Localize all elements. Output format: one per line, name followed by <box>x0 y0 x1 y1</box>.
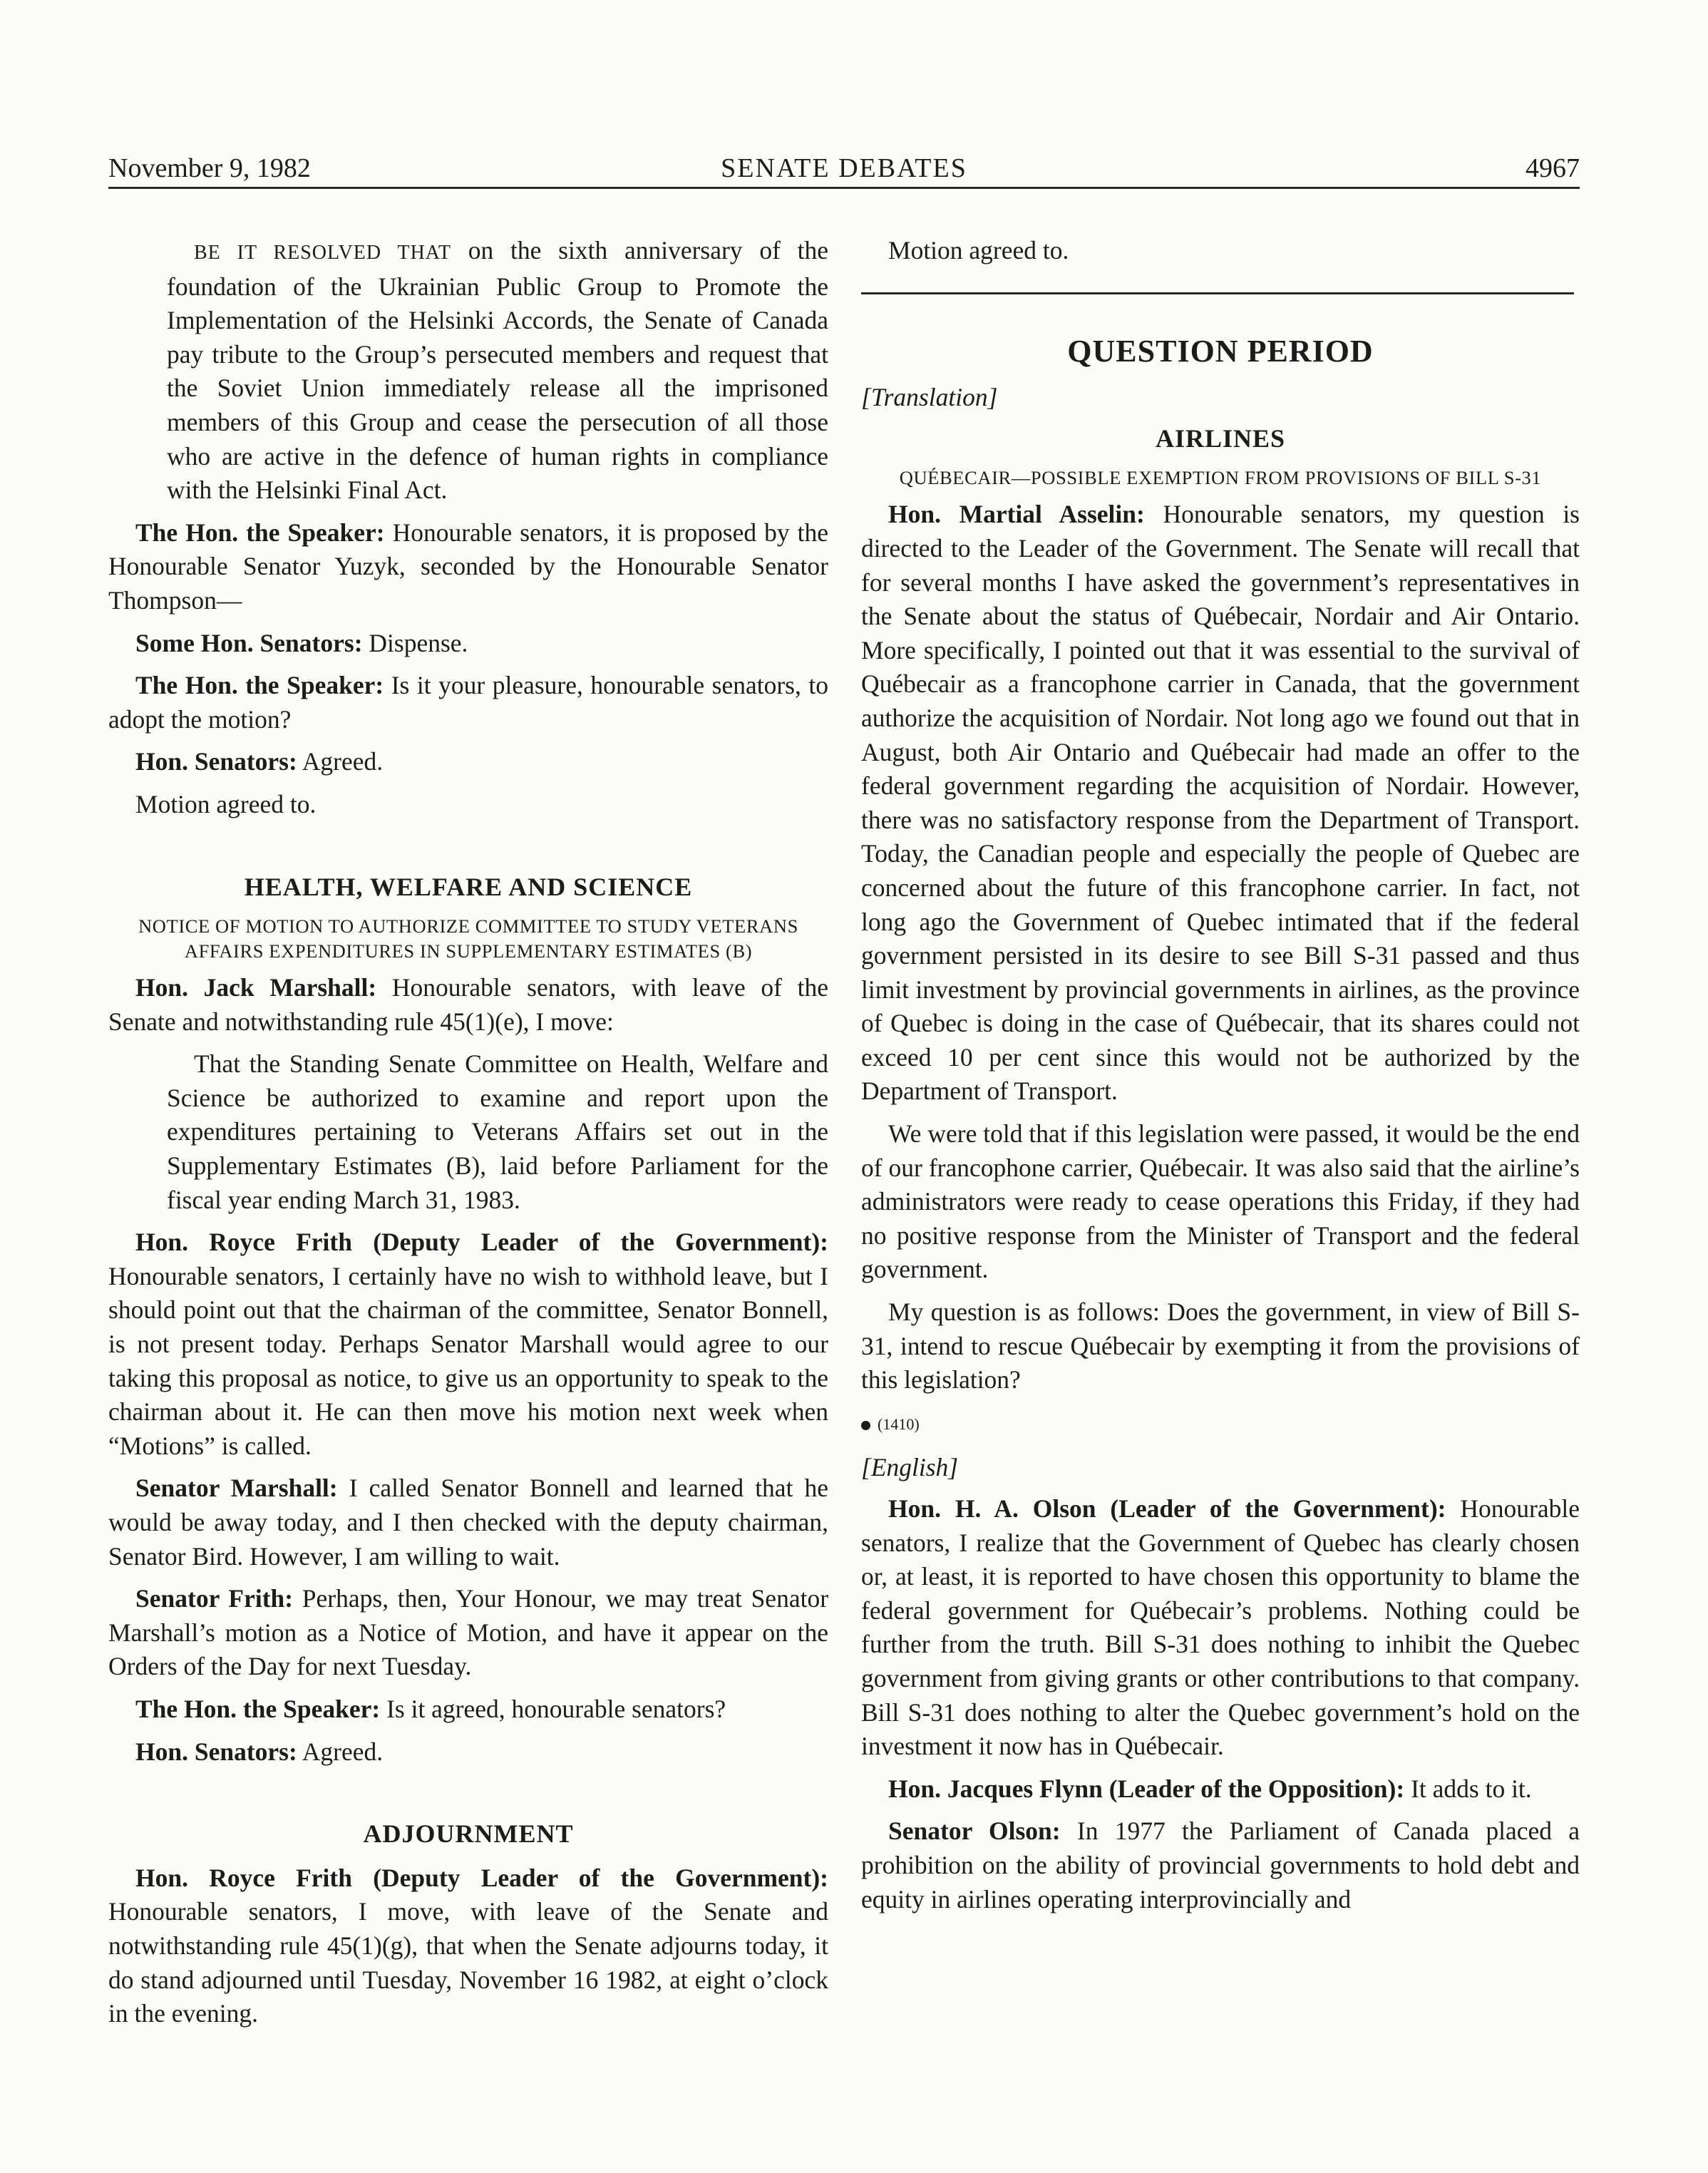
question-period-title: QUESTION PERIOD <box>1067 333 1374 369</box>
speech-paragraph: We were told that if this legislation were passed, it would be the end of our francophone carrier, Québecair. It was also said that the airline’s administrators were ready to cease operations this Friday, if they had no positive response from the Minister of Transport and the federal government. <box>861 1119 1580 1284</box>
speech-text: I called Senator Bonnell and learned that he would be away today, and I then checked with the deputy chairman, Senator Bird. However, I am willing to wait. <box>108 1474 828 1571</box>
speaker-name: The Hon. the Speaker: <box>135 1694 381 1723</box>
speaker-name: Hon. Jacques Flynn (Leader of the Opposition): <box>888 1774 1405 1803</box>
speech-text: Agreed. <box>302 1737 384 1766</box>
speech-text: Dispense. <box>369 628 468 657</box>
speaker-name: Senator Frith: <box>135 1584 294 1613</box>
translation-note: [Translation] <box>861 383 998 412</box>
speech-paragraph <box>108 516 828 618</box>
resolution-paragraph <box>167 234 828 508</box>
speech-paragraph <box>108 971 828 1039</box>
header-page-number: 4967 <box>1526 153 1580 183</box>
page-header <box>108 150 1580 189</box>
header-date: November 9, 1982 <box>108 153 311 183</box>
speech-paragraph <box>861 1772 1580 1807</box>
section-divider <box>861 292 1574 294</box>
speech-text: Agreed. <box>302 747 384 776</box>
speech-text: Perhaps, then, Your Honour, we may treat Senator Marshall’s motion as a Notice of Motion, and have it appear on the Orders of the Day for next Tuesday. <box>108 1584 829 1681</box>
section-subtitle-quebecair: QUÉBECAIR—POSSIBLE EXEMPTION FROM PROVISIONS OF BILL S-31 <box>899 467 1542 489</box>
speech-text: Honourable senators, with leave of the Senate and notwithstanding rule 45(1)(e), I move: <box>108 973 828 1036</box>
speech-text: Honourable senators, it is proposed by the Honourable Senator Yuzyk, seconded by the Honourable Senator Thompson— <box>108 518 828 615</box>
speech-text: In 1977 the Parliament of Canada placed a prohibition on the ability of provincial governments to hold debt and equity in airlines operating interprovincially and <box>861 1817 1580 1913</box>
speech-paragraph <box>108 669 828 736</box>
speech-paragraph: My question is as follows: Does the government, in view of Bill S-31, intend to rescue Québecair by exempting it from the provisions of this legislation? <box>861 1298 1580 1394</box>
speech-paragraph <box>861 1814 1580 1916</box>
speech-text: Honourable senators, I realize that the Government of Quebec has clearly chosen or, at least, it is reported to have chosen this opportunity to blame the federal government for Québecair’s problems. Nothing could be further from the truth. Bill S-31 does nothing to inhibit the Quebec government from giving grants or other contributions to that company. Bill S-31 does nothing to alter the Quebec government’s hold on the investment it now has in Québecair. <box>861 1494 1580 1761</box>
speech-paragraph <box>108 1861 828 2031</box>
speech-text: It adds to it. <box>1411 1774 1532 1803</box>
speaker-name: Hon. Senators: <box>135 747 297 776</box>
motion-result: Motion agreed to. <box>135 789 317 818</box>
right-column <box>861 234 1580 1925</box>
speech-paragraph <box>108 627 828 661</box>
speaker-name: Hon. Martial Asselin: <box>888 500 1145 529</box>
speaker-name: Hon. Royce Frith (Deputy Leader of the Government): <box>135 1228 828 1257</box>
english-note: [English] <box>861 1453 959 1482</box>
speaker-name: Hon. Royce Frith (Deputy Leader of the Government): <box>135 1863 828 1892</box>
header-title: SENATE DEBATES <box>721 153 967 183</box>
left-column <box>108 234 828 2040</box>
resolution-lead: BE IT RESOLVED THAT <box>194 242 452 264</box>
speech-paragraph <box>108 1692 828 1727</box>
speech-paragraph <box>108 1471 828 1573</box>
speech-text: Honourable senators, I certainly have no wish to withhold leave, but I should point out that the chairman of the committee, Senator Bonnell, is not present today. Perhaps Senator Marshall would agree to our taking this proposal as notice, to give us an opportunity to speak to the chairman about it. He can then move his motion next week when “Motions” is called. <box>108 1261 828 1460</box>
time-marker-text: (1410) <box>878 1414 920 1433</box>
speech-text: Honourable senators, I move, with leave of the Senate and notwithstanding rule 45(1)(g), that when the Senate adjourns today, it do stand adjourned until Tuesday, November 16 1982, at eight o’clock in the evening. <box>108 1897 828 2028</box>
bullet-icon <box>861 1421 870 1430</box>
motion-result: Motion agreed to. <box>888 236 1069 264</box>
speech-paragraph <box>108 745 828 779</box>
speech-text: Honourable senators, my question is directed to the Leader of the Government. The Senate will recall that for several months I have asked the government’s representatives in the Senate about the status of Québecair, Nordair and Air Ontario. More specifically, I pointed out that it was essential to the survival of Québecair as a francophone carrier in Canada, that the government authorize the acquisition of Nordair. Not long ago we found out that in August, both Air Ontario and Québecair had made an offer to the federal government regarding the acquisition of Nordair. However, there was no satisfactory response from the Department of Transport. Today, the Canadian people and especially the people of Quebec are concerned about the future of this francophone carrier. In fact, not long ago the Government of Quebec intimated that if the federal government persisted in its desire to see Bill S-31 passed and thus limit investment by provincial governments in airlines, as the province of Quebec is doing in the case of Québecair, that its shares could not exceed 10 per cent since this would not be authorized by the Department of Transport. <box>861 500 1580 1106</box>
speech-text: Is it agreed, honourable senators? <box>386 1694 726 1723</box>
speech-paragraph <box>108 1735 828 1769</box>
speaker-name: The Hon. the Speaker: <box>135 518 385 547</box>
section-title-adjournment: ADJOURNMENT <box>363 1819 574 1849</box>
speaker-name: Hon. Senators: <box>135 1737 297 1766</box>
time-marker <box>861 1407 1580 1442</box>
speaker-name: Some Hon. Senators: <box>135 628 363 657</box>
motion-quote: That the Standing Senate Committee on Health, Welfare and Science be authorized to examine and report upon the expenditures pertaining to Veterans Affairs set out in the Supplementary Estimates (B), laid before Parliament for the fiscal year ending March 31, 1983. <box>167 1049 828 1214</box>
section-title-airlines: AIRLINES <box>1155 423 1286 453</box>
speaker-name: Hon. Jack Marshall: <box>135 973 377 1002</box>
speaker-name: Senator Olson: <box>888 1817 1061 1846</box>
speech-text: Is it your pleasure, honourable senators, to adopt the motion? <box>108 671 828 734</box>
speaker-name: The Hon. the Speaker: <box>135 671 384 700</box>
speech-paragraph <box>861 1492 1580 1764</box>
speaker-name: Senator Marshall: <box>135 1474 338 1503</box>
speech-paragraph <box>108 1226 828 1463</box>
section-subtitle-notice: NOTICE OF MOTION TO AUTHORIZE COMMITTEE TO STUDY VETERANS AFFAIRS EXPENDITURES IN SUPPLEMENTARY ESTIMATES (B) <box>138 915 798 962</box>
resolution-text: on the sixth anniversary of the foundation of the Ukrainian Public Group to Promote the Implementation of the Helsinki Accords, the Senate of Canada pay tribute to the Group’s persecuted members and request that the Soviet Union immediately release all the imprisoned members of this Group and cease the persecution of all those who are active in the defence of human rights in compliance with the Helsinki Final Act. <box>167 236 829 505</box>
speaker-name: Hon. H. A. Olson (Leader of the Government): <box>888 1494 1446 1523</box>
section-title-health: HEALTH, WELFARE AND SCIENCE <box>244 872 693 901</box>
speech-paragraph <box>861 498 1580 1109</box>
speech-paragraph <box>108 1582 828 1684</box>
